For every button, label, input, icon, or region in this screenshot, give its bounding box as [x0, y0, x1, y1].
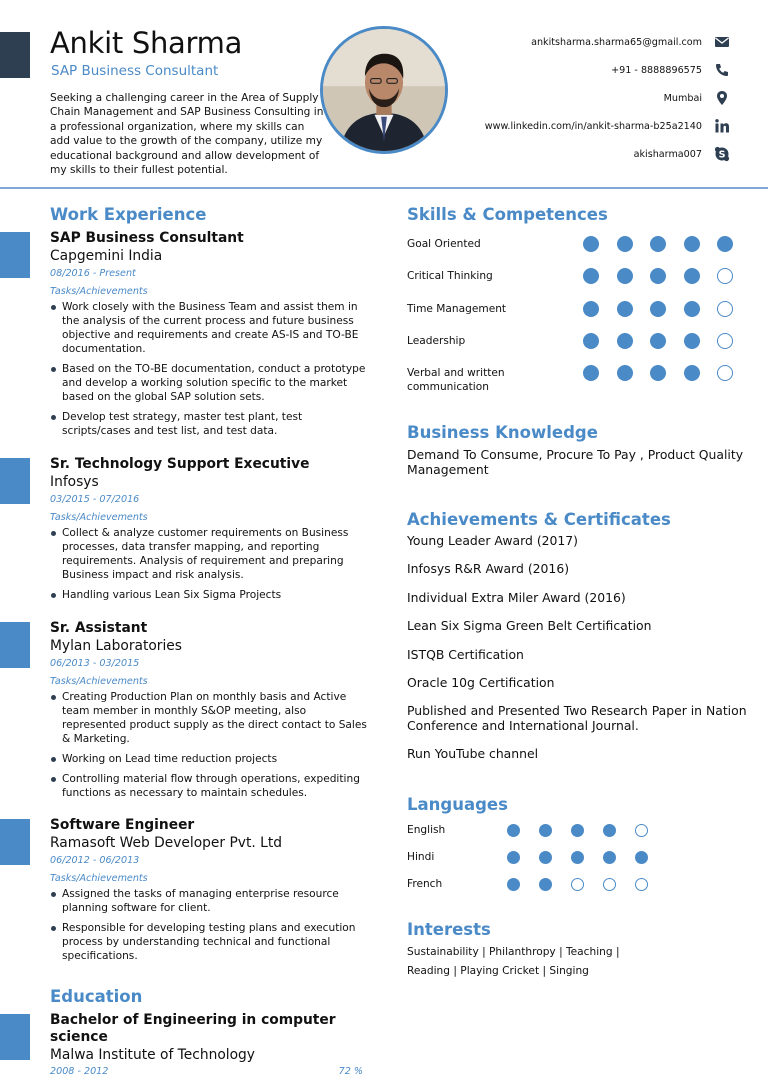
contact-email[interactable] — [410, 28, 730, 56]
skill-label: Critical Thinking — [407, 270, 493, 282]
education-dates: 2008 - 2012 — [50, 1066, 109, 1077]
job-bullets — [50, 887, 368, 963]
language-rating — [507, 851, 667, 864]
job-title: Sr. Technology Support Executive — [50, 456, 310, 472]
job-dates: 08/2016 - Present — [50, 268, 136, 279]
job-dates: 03/2015 - 07/2016 — [50, 494, 140, 505]
achievement-item: Infosys R&R Award (2016) — [407, 561, 570, 576]
rating-dot-filled — [684, 365, 700, 381]
contact-email-text[interactable]: ankitsharma.sharma65@gmail.com — [531, 36, 702, 48]
contact-phone-text[interactable]: +91 - 8888896575 — [611, 64, 702, 76]
candidate-name: Ankit Sharma — [50, 26, 243, 60]
skill-label: Verbal and written communication — [407, 367, 505, 393]
rating-dot-filled — [650, 333, 666, 349]
education-heading: Education — [50, 987, 143, 1006]
location-icon — [714, 90, 730, 106]
education-accent-bar — [0, 1014, 30, 1060]
education-entry — [50, 1012, 368, 1080]
rating-dot-empty — [571, 878, 584, 891]
rating-dot-filled — [684, 301, 700, 317]
job-bullet: Working on Lead time reduction projects — [50, 752, 368, 766]
education-degree: Bachelor of Engineering in computer science — [50, 1012, 336, 1045]
interests-heading: Interests — [407, 920, 491, 939]
contact-skype-text[interactable]: akisharma007 — [633, 148, 702, 160]
contact-location-text: Mumbai — [663, 92, 702, 104]
rating-dot-empty — [603, 878, 616, 891]
rating-dot-filled — [650, 301, 666, 317]
rating-dot-filled — [650, 268, 666, 284]
skill-rating — [583, 236, 751, 252]
job-tasks-label: Tasks/Achievements — [50, 512, 148, 523]
rating-dot-filled — [571, 851, 584, 864]
rating-dot-filled — [507, 878, 520, 891]
job-bullet: Handling various Lean Six Sigma Projects — [50, 588, 368, 602]
linkedin-icon — [714, 118, 730, 134]
contact-skype[interactable] — [410, 140, 730, 168]
rating-dot-filled — [571, 824, 584, 837]
rating-dot-filled — [635, 851, 648, 864]
job-accent-bar — [0, 232, 30, 278]
rating-dot-empty — [717, 365, 733, 381]
rating-dot-filled — [617, 236, 633, 252]
job-accent-bar — [0, 622, 30, 668]
language-label: French — [407, 878, 443, 890]
interests-line: Reading | Playing Cricket | Singing — [407, 965, 589, 977]
header-divider — [0, 187, 768, 189]
job-bullet: Work closely with the Business Team and assist them in the analysis of the current process and future business objective and requirements and create AS-IS and TO-BE documentation. — [50, 300, 368, 356]
rating-dot-filled — [507, 851, 520, 864]
education-school: Malwa Institute of Technology — [50, 1047, 255, 1063]
contact-location — [410, 84, 730, 112]
rating-dot-filled — [603, 824, 616, 837]
job-entry — [50, 620, 368, 806]
business-knowledge-text: Demand To Consume, Procure To Pay , Product Quality Management — [407, 447, 744, 477]
rating-dot-filled — [617, 333, 633, 349]
achievement-item: Published and Presented Two Research Paper in Nation Conference and International Journal. — [407, 703, 747, 733]
rating-dot-filled — [650, 236, 666, 252]
rating-dot-filled — [617, 301, 633, 317]
rating-dot-filled — [583, 365, 599, 381]
achievement-item: Young Leader Award (2017) — [407, 533, 579, 548]
job-company: Infosys — [50, 474, 99, 490]
rating-dot-filled — [583, 301, 599, 317]
job-entry — [50, 230, 368, 444]
job-bullet: Assigned the tasks of managing enterprise resource planning software for client. — [50, 887, 368, 915]
interests-line: Sustainability | Philanthropy | Teaching | — [407, 946, 620, 958]
rating-dot-filled — [603, 851, 616, 864]
job-bullets — [50, 690, 368, 800]
skype-icon — [714, 146, 730, 162]
rating-dot-empty — [717, 268, 733, 284]
achievement-item: Run YouTube channel — [407, 746, 539, 761]
skill-rating — [583, 268, 751, 284]
interests-list — [407, 943, 637, 981]
rating-dot-filled — [583, 236, 599, 252]
job-title: Software Engineer — [50, 817, 195, 833]
job-bullets — [50, 526, 368, 602]
rating-dot-filled — [539, 824, 552, 837]
rating-dot-filled — [583, 268, 599, 284]
job-company: Mylan Laboratories — [50, 638, 182, 654]
contact-list — [410, 28, 730, 168]
job-company: Capgemini India — [50, 248, 163, 264]
job-bullet: Responsible for developing testing plans and execution process by understanding technical and functional specifications. — [50, 921, 368, 963]
job-title: SAP Business Consultant — [50, 230, 244, 246]
job-accent-bar — [0, 819, 30, 865]
job-entry — [50, 456, 368, 608]
skill-label: Goal Oriented — [407, 238, 481, 250]
work-experience-heading: Work Experience — [50, 205, 207, 224]
rating-dot-empty — [717, 301, 733, 317]
rating-dot-filled — [583, 333, 599, 349]
language-label: Hindi — [407, 851, 435, 863]
job-tasks-label: Tasks/Achievements — [50, 873, 148, 884]
job-dates: 06/2013 - 03/2015 — [50, 658, 140, 669]
achievements-heading: Achievements & Certificates — [407, 510, 671, 529]
rating-dot-empty — [635, 878, 648, 891]
svg-text:S: S — [718, 149, 726, 161]
phone-icon — [714, 62, 730, 78]
rating-dot-empty — [717, 333, 733, 349]
rating-dot-filled — [650, 365, 666, 381]
job-accent-bar — [0, 458, 30, 504]
rating-dot-filled — [539, 851, 552, 864]
contact-linkedin[interactable] — [410, 112, 730, 140]
email-icon — [714, 34, 730, 50]
education-score: 72 % — [338, 1066, 363, 1077]
skills-heading: Skills & Competences — [407, 205, 608, 224]
rating-dot-filled — [684, 268, 700, 284]
achievement-item: Lean Six Sigma Green Belt Certification — [407, 618, 652, 633]
candidate-role: SAP Business Consultant — [51, 63, 219, 79]
language-rating — [507, 824, 667, 837]
job-bullet: Develop test strategy, master test plant, test scripts/cases and test list, and test data. — [50, 410, 368, 438]
rating-dot-filled — [539, 878, 552, 891]
profile-summary: Seeking a challenging career in the Area of Supply Chain Management and SAP Business Consulting in a professional organization, where my skills can add value to the growth of the company, utilize my educational background and allow development of my skills to their fullest potential. — [50, 92, 324, 177]
skill-label: Leadership — [407, 335, 466, 347]
job-company: Ramasoft Web Developer Pvt. Ltd — [50, 835, 283, 851]
achievement-item: Individual Extra Miler Award (2016) — [407, 590, 626, 605]
skill-rating — [583, 333, 751, 349]
contact-linkedin-text[interactable]: www.linkedin.com/in/ankit-sharma-b25a2140 — [484, 120, 702, 132]
job-dates: 06/2012 - 06/2013 — [50, 855, 140, 866]
job-title: Sr. Assistant — [50, 620, 148, 636]
rating-dot-filled — [717, 236, 733, 252]
language-rating — [507, 878, 667, 891]
achievement-item: Oracle 10g Certification — [407, 675, 555, 690]
language-label: English — [407, 824, 446, 836]
job-bullet: Creating Production Plan on monthly basis and Active team member in monthly S&OP meeting, also represented product supply as the direct contact to Sales & Marketing. — [50, 690, 368, 746]
job-bullet: Collect & analyze customer requirements on Business processes, data transfer mapping, and reporting requirements. Analysis of requirement and preparing Business impact and risk analysis. — [50, 526, 368, 582]
job-bullet: Based on the TO-BE documentation, conduct a prototype and develop a working solution specific to the market based on the global SAP solution sets. — [50, 362, 368, 404]
header-accent-bar — [0, 32, 30, 78]
job-tasks-label: Tasks/Achievements — [50, 676, 148, 687]
rating-dot-filled — [617, 268, 633, 284]
skill-rating — [583, 301, 751, 317]
achievement-item: ISTQB Certification — [407, 647, 524, 662]
skill-rating — [583, 365, 751, 381]
skill-label: Time Management — [407, 303, 507, 315]
languages-heading: Languages — [407, 795, 508, 814]
job-entry — [50, 817, 368, 969]
rating-dot-empty — [635, 824, 648, 837]
rating-dot-filled — [617, 365, 633, 381]
job-bullet: Controlling material flow through operations, expediting functions as necessary to maintain schedules. — [50, 772, 368, 800]
contact-phone[interactable] — [410, 56, 730, 84]
rating-dot-filled — [684, 333, 700, 349]
business-knowledge-heading: Business Knowledge — [407, 423, 598, 442]
rating-dot-filled — [684, 236, 700, 252]
job-bullets — [50, 300, 368, 438]
job-tasks-label: Tasks/Achievements — [50, 286, 148, 297]
rating-dot-filled — [507, 824, 520, 837]
